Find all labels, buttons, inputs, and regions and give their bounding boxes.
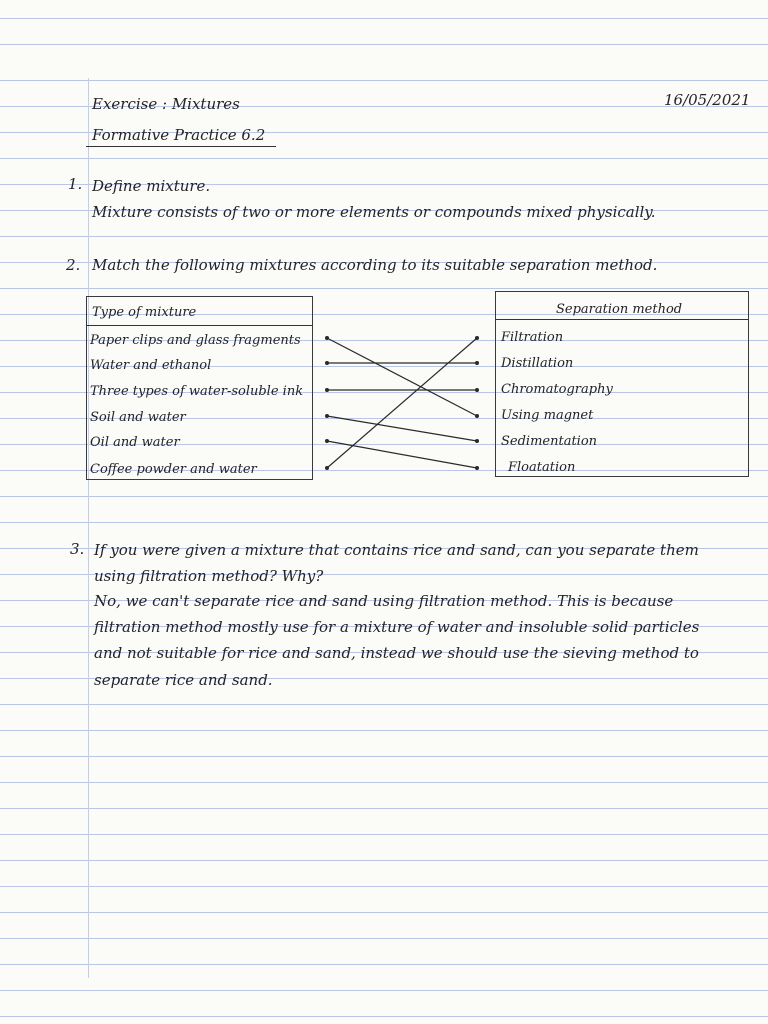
q2-question: Match the following mixtures according to its suitable separation method. (92, 256, 658, 274)
q1-question: Define mixture. (92, 177, 211, 195)
subtitle: Formative Practice 6.2 (92, 126, 266, 144)
method-header: Separation method (556, 302, 683, 317)
match-dot (475, 361, 479, 365)
method-item: Distillation (501, 356, 574, 371)
method-item: Floatation (508, 460, 576, 475)
mixture-header: Type of mixture (92, 305, 197, 320)
q3-answer-line: and not suitable for rice and sand, instead we should use the sieving method to (94, 644, 699, 662)
match-dot (325, 336, 329, 340)
q3-answer-line: No, we can't separate rice and sand using filtration method. This is because (94, 592, 674, 610)
q3-number: 3. (70, 540, 85, 558)
date: 16/05/2021 (664, 91, 751, 109)
q1-answer: Mixture consists of two or more elements or compounds mixed physically. (92, 203, 656, 221)
mixture-item: Three types of water-soluble ink (90, 384, 304, 399)
mixture-item: Soil and water (90, 410, 186, 425)
match-dot (325, 466, 329, 470)
match-dot (475, 336, 479, 340)
mixture-item: Coffee powder and water (90, 462, 257, 477)
exercise-title: Exercise : Mixtures (92, 95, 240, 113)
match-dot (475, 414, 479, 418)
mixture-item: Paper clips and glass fragments (90, 333, 301, 348)
q3-answer-line: separate rice and sand. (94, 671, 273, 689)
mixture-item: Oil and water (90, 435, 180, 450)
q2-number: 2. (66, 256, 81, 274)
match-dot (325, 361, 329, 365)
match-dot (475, 466, 479, 470)
q1-number: 1. (68, 175, 83, 193)
match-line (327, 338, 477, 468)
method-item: Using magnet (501, 408, 594, 423)
match-line (327, 416, 477, 441)
match-dot (325, 388, 329, 392)
match-dot (325, 414, 329, 418)
match-line (327, 338, 477, 416)
q3-question-line: If you were given a mixture that contains rice and sand, can you separate them (94, 541, 699, 559)
q3-question-line: using filtration method? Why? (94, 567, 324, 585)
mixture-item: Water and ethanol (90, 358, 212, 373)
match-dot (475, 388, 479, 392)
match-line (327, 441, 477, 468)
method-item: Filtration (501, 330, 564, 345)
match-dot (325, 439, 329, 443)
method-item: Chromatography (501, 382, 613, 397)
match-dot (475, 439, 479, 443)
method-item: Sedimentation (501, 434, 598, 449)
q3-answer-line: filtration method mostly use for a mixture of water and insoluble solid particles (94, 618, 700, 636)
